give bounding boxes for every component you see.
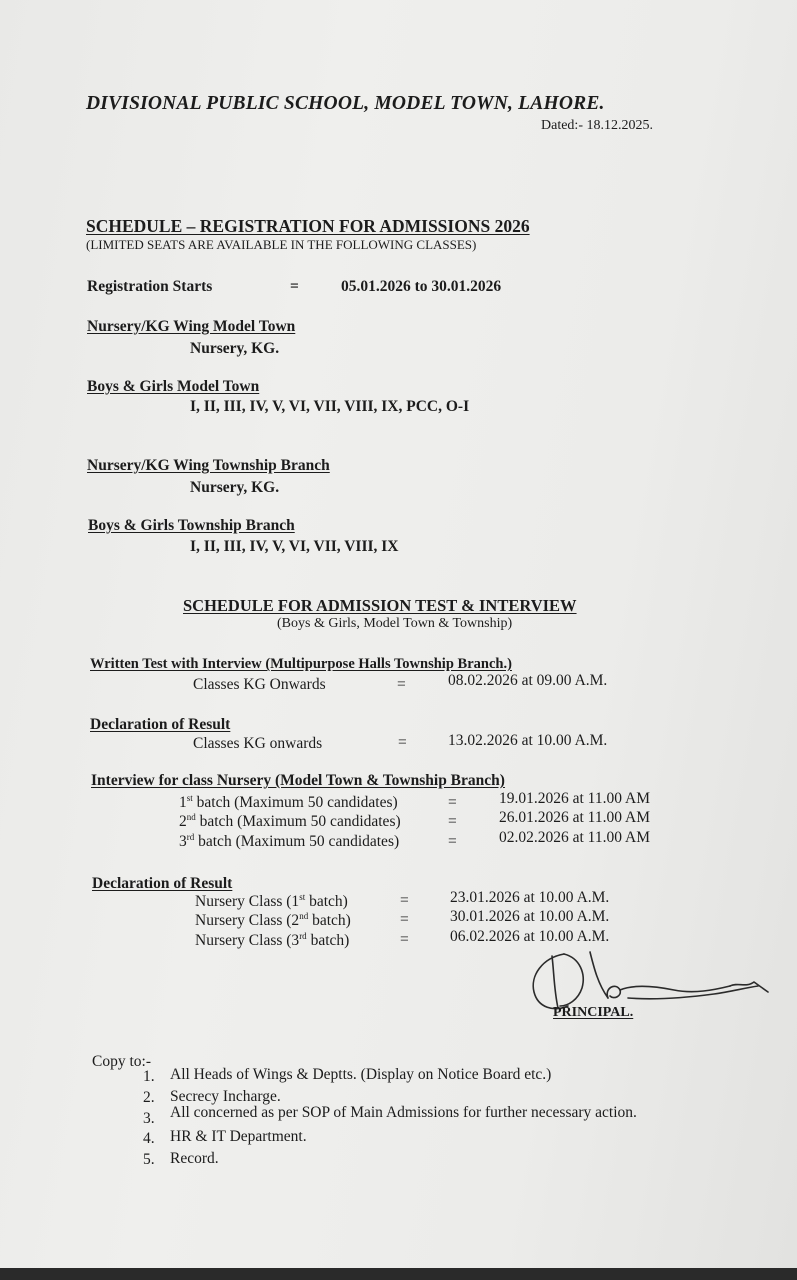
copy-list-item: All Heads of Wings & Deptts. (Display on Notice Board etc.) (170, 1066, 552, 1083)
table-surface (0, 1268, 797, 1280)
wing-classes: Nursery, KG. (190, 340, 280, 357)
nursery-class-label: Nursery Class (1st batch) (195, 891, 348, 910)
declaration-heading: Declaration of Result (92, 875, 233, 892)
school-name: DIVISIONAL PUBLIC SCHOOL, MODEL TOWN, LAHORE. (86, 93, 605, 114)
equals-sign: = (397, 676, 406, 693)
declaration-label: Classes KG onwards (193, 735, 323, 752)
test-schedule-subtitle: (Boys & Girls, Model Town & Township) (277, 616, 513, 631)
dated-line: Dated:- 18.12.2025. (541, 118, 653, 133)
equals-sign: = (400, 911, 409, 928)
wing-classes: Nursery, KG. (190, 479, 280, 496)
declaration-date: 13.02.2026 at 10.00 A.M. (448, 732, 608, 749)
copy-list-item: HR & IT Department. (170, 1128, 307, 1145)
copy-to-label: Copy to:- (92, 1053, 151, 1070)
interview-nursery-heading: Interview for class Nursery (Model Town & Township Branch) (91, 772, 505, 789)
written-test-label: Classes KG Onwards (193, 676, 326, 693)
copy-list-number: 5. (143, 1151, 155, 1168)
copy-list-number: 3. (143, 1110, 155, 1127)
nursery-class-label: Nursery Class (3rd batch) (195, 930, 350, 949)
equals-sign: = (290, 278, 299, 295)
equals-sign: = (400, 892, 409, 909)
equals-sign: = (398, 734, 407, 751)
registration-title: SCHEDULE – REGISTRATION FOR ADMISSIONS 2026 (86, 216, 530, 236)
equals-sign: = (448, 813, 457, 830)
result-date: 06.02.2026 at 10.00 A.M. (450, 928, 610, 945)
registration-starts-value: 05.01.2026 to 30.01.2026 (341, 278, 502, 295)
declaration-heading: Declaration of Result (90, 716, 231, 733)
wing-classes: I, II, III, IV, V, VI, VII, VIII, IX (190, 538, 399, 555)
test-schedule-title: SCHEDULE FOR ADMISSION TEST & INTERVIEW (183, 596, 577, 615)
nursery-class-label: Nursery Class (2nd batch) (195, 910, 351, 929)
wing-name: Nursery/KG Wing Township Branch (87, 457, 330, 474)
batch-date: 02.02.2026 at 11.00 AM (499, 829, 650, 846)
copy-list-number: 1. (143, 1068, 155, 1085)
batch-label: 2nd batch (Maximum 50 candidates) (179, 811, 401, 830)
registration-starts-label: Registration Starts (87, 278, 213, 295)
equals-sign: = (448, 794, 457, 811)
copy-list-item: All concerned as per SOP of Main Admissions for further necessary action. (170, 1104, 637, 1121)
registration-subtitle: (LIMITED SEATS ARE AVAILABLE IN THE FOLLOWING CLASSES) (86, 237, 477, 252)
copy-list-item: Secrecy Incharge. (170, 1088, 281, 1105)
copy-list-item: Record. (170, 1150, 219, 1167)
written-test-heading: Written Test with Interview (Multipurpose Halls Township Branch.) (90, 656, 512, 672)
batch-date: 19.01.2026 at 11.00 AM (499, 790, 650, 807)
principal-title: PRINCIPAL. (553, 1005, 634, 1020)
batch-label: 3rd batch (Maximum 50 candidates) (179, 831, 400, 850)
equals-sign: = (448, 833, 457, 850)
copy-list-number: 4. (143, 1130, 155, 1147)
equals-sign: = (400, 931, 409, 948)
wing-name: Boys & Girls Township Branch (88, 517, 295, 534)
wing-name: Boys & Girls Model Town (87, 378, 260, 395)
result-date: 23.01.2026 at 10.00 A.M. (450, 889, 610, 906)
batch-label: 1st batch (Maximum 50 candidates) (179, 792, 398, 811)
batch-date: 26.01.2026 at 11.00 AM (499, 809, 650, 826)
wing-classes: I, II, III, IV, V, VI, VII, VIII, IX, PCC, O-I (190, 398, 470, 415)
wing-name: Nursery/KG Wing Model Town (87, 318, 296, 335)
result-date: 30.01.2026 at 10.00 A.M. (450, 908, 610, 925)
written-test-date: 08.02.2026 at 09.00 A.M. (448, 672, 608, 689)
copy-list-number: 2. (143, 1089, 155, 1106)
